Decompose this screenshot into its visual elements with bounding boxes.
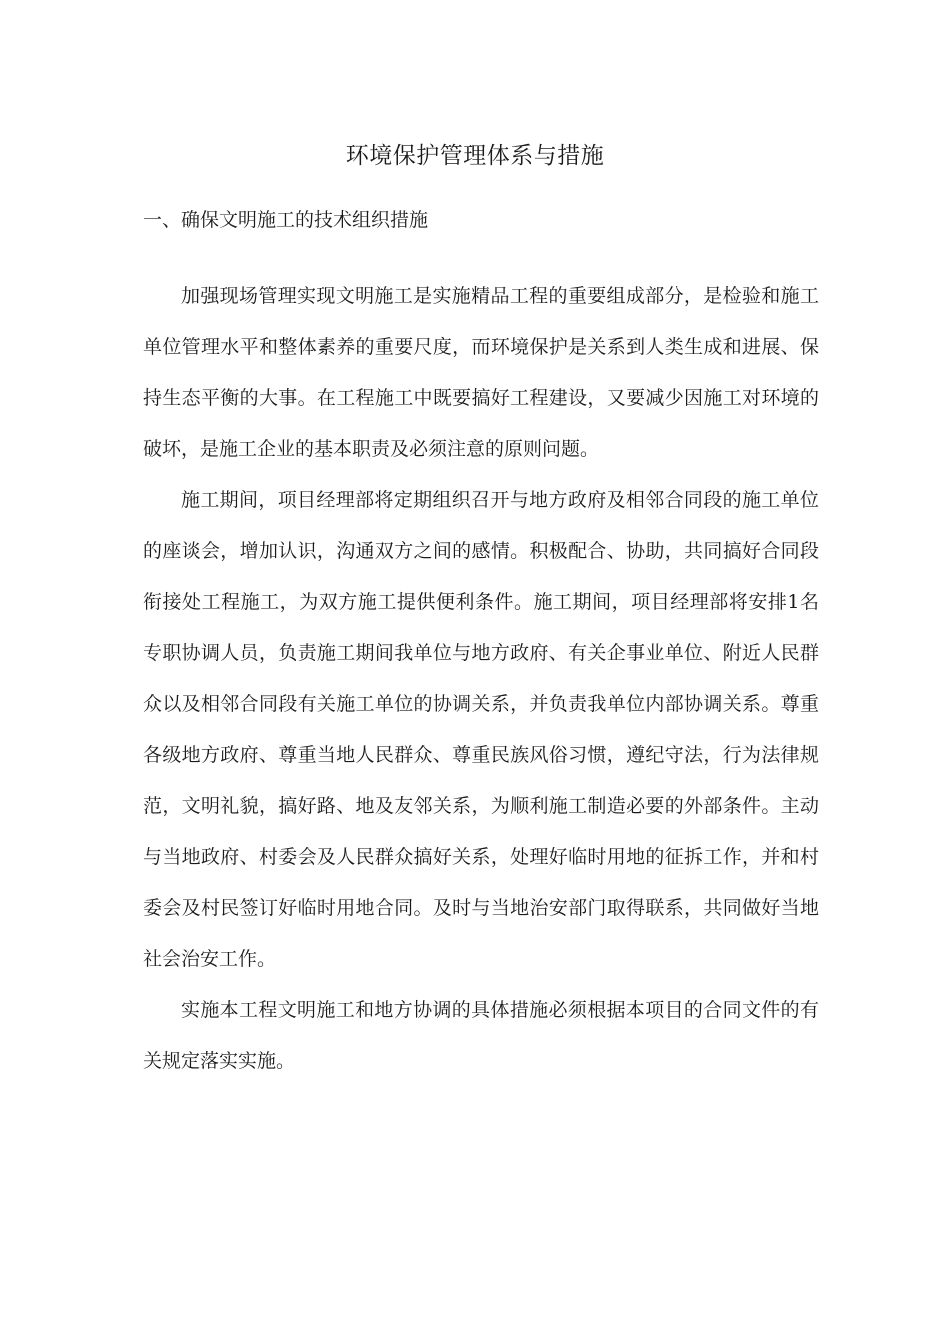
paragraph-3: 实施本工程文明施工和地方协调的具体措施必须根据本项目的合同文件的有关规定落实实施。 [143, 999, 819, 1072]
paragraph-1: 加强现场管理实现文明施工是实施精品工程的重要组成部分，是检验和施工单位管理水平和整体素养的重要尺度，而环境保护是关系到人类生成和进展、保持生态平衡的大事。在工程施工中既要搞好工程建设，又要减少因施工对环境的破坏，是施工企业的基本职责及必须注意的原则问题。 [143, 285, 819, 460]
document-body [143, 271, 819, 1087]
paragraph-2: 施工期间，项目经理部将定期组织召开与地方政府及相邻合同段的施工单位的座谈会，增加认识，沟通双方之间的感情。积极配合、协助，共同搞好合同段衔接处工程施工，为双方施工提供便利条件。施工期间，项目经理部将安排1名专职协调人员，负责施工期间我单位与地方政府、有关企事业单位、附近人民群众以及相邻合同段有关施工单位的协调关系，并负责我单位内部协调关系。尊重各级地方政府、尊重当地人民群众、尊重民族风俗习惯，遵纪守法，行为法律规范，文明礼貌，搞好路、地及友邻关系，为顺利施工制造必要的外部条件。主动与当地政府、村委会及人民群众搞好关系，处理好临时用地的征拆工作，并和村委会及村民签订好临时用地合同。及时与当地治安部门取得联系，共同做好当地社会治安工作。 [143, 489, 819, 970]
document-title: 环境保护管理体系与措施 [345, 143, 605, 169]
section-heading: 一、确保文明施工的技术组织措施 [143, 209, 429, 231]
